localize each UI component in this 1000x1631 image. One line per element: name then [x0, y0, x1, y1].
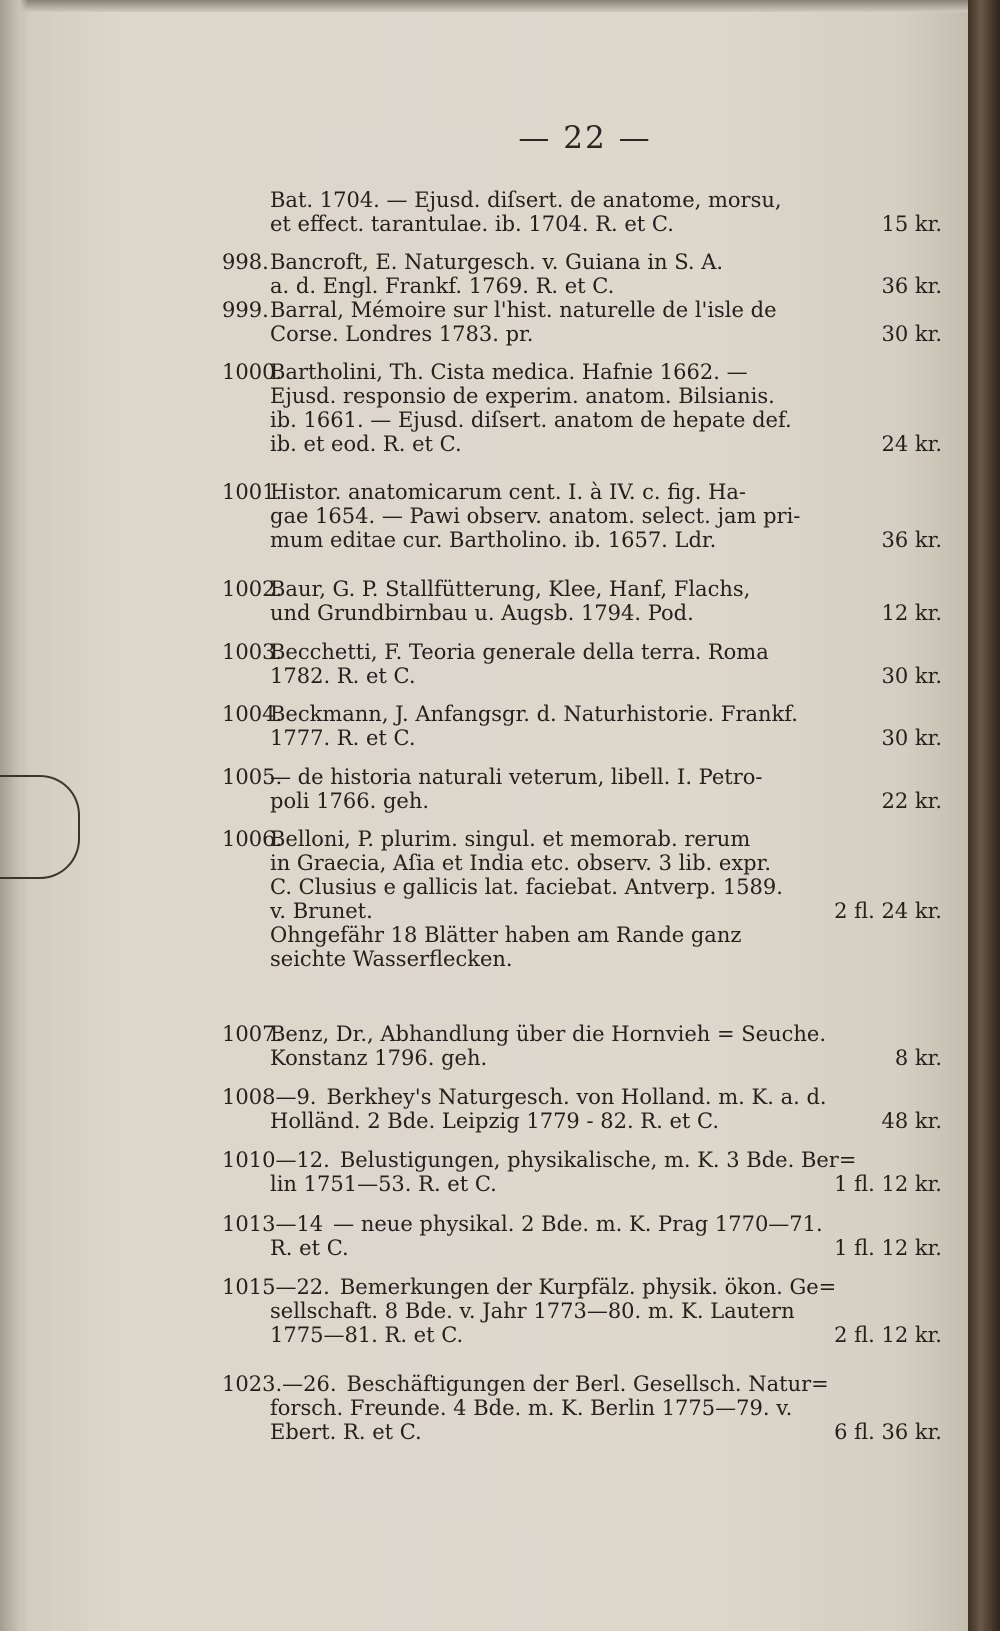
- entry-text: 1782. R. et C.: [270, 664, 416, 688]
- entry-line: [222, 322, 942, 346]
- entry-line: [222, 408, 942, 432]
- entry-number: 1013—14: [222, 1212, 324, 1236]
- entry-price: 22 kr.: [881, 789, 942, 813]
- catalog-entry: [222, 1275, 942, 1347]
- entry-line: [222, 1299, 942, 1323]
- entry-line: [222, 1172, 942, 1196]
- catalog-entry: [222, 1148, 942, 1196]
- entry-price: 24 kr.: [881, 432, 942, 456]
- entry-line: [222, 577, 942, 601]
- entry-line: [222, 1396, 942, 1420]
- entry-price: 1 fl. 12 kr.: [834, 1236, 942, 1260]
- entry-price: 30 kr.: [881, 726, 942, 750]
- entry-line: [222, 875, 942, 899]
- entry-text: v. Brunet.: [270, 899, 373, 923]
- entry-number: 1004.: [222, 702, 283, 726]
- entry-text: forsch. Freunde. 4 Bde. m. K. Berlin 1775—79. v.: [270, 1396, 793, 1420]
- entry-line: [222, 1275, 942, 1299]
- entry-text: Belloni, P. plurim. singul. et memorab. rerum: [270, 827, 751, 851]
- catalog-entry: [222, 360, 942, 456]
- entry-line: [222, 726, 942, 750]
- book-spine: [968, 0, 1000, 1631]
- entry-text: Ebert. R. et C.: [270, 1420, 422, 1444]
- catalog-entry: [222, 577, 942, 625]
- entry-text: und Grundbirnbau u. Augsb. 1794. Pod.: [270, 601, 694, 625]
- entry-number: 1000.: [222, 360, 283, 384]
- entry-text: Ejusd. responsio de experim. anatom. Bilsianis.: [270, 384, 775, 408]
- entry-text: Becchetti, F. Teoria generale della terra. Roma: [270, 640, 769, 664]
- entry-line: [222, 212, 942, 236]
- entry-text: Berkhey's Naturgesch. von Holland. m. K. a. d.: [326, 1085, 827, 1109]
- entry-line: [222, 274, 942, 298]
- entry-text: 1775—81. R. et C.: [270, 1323, 464, 1347]
- entry-number: 1001.: [222, 480, 283, 504]
- entry-text: — neue physikal. 2 Bde. m. K. Prag 1770—71.: [333, 1212, 823, 1236]
- entry-text: 1777. R. et C.: [270, 726, 416, 750]
- entry-price: 30 kr.: [881, 322, 942, 346]
- catalog-entry: [222, 702, 942, 750]
- entry-text: Bartholini, Th. Cista medica. Hafnie 1662. —: [270, 360, 748, 384]
- entry-line: [222, 1085, 942, 1109]
- entry-line: [222, 1323, 942, 1347]
- entry-text: poli 1766. geh.: [270, 789, 430, 813]
- entry-number: 1005.: [222, 765, 283, 789]
- entry-number: 998.: [222, 250, 269, 274]
- entry-line: [222, 1022, 942, 1046]
- page-margin-bracket-mark: [0, 775, 80, 879]
- entry-line: [222, 601, 942, 625]
- entry-text: Histor. anatomicarum cent. I. à IV. c. fig. Ha-: [270, 480, 747, 504]
- entry-line: [222, 923, 942, 947]
- entry-price: 36 kr.: [881, 274, 942, 298]
- entry-text: — de historia naturali veterum, libell. I. Petro-: [270, 765, 763, 789]
- catalog-entry: [222, 640, 942, 688]
- entry-line: [222, 504, 942, 528]
- entry-line: [222, 702, 942, 726]
- entry-line: [222, 640, 942, 664]
- entry-line: [222, 899, 942, 923]
- catalog-entry: [222, 188, 942, 236]
- entry-line: [222, 250, 942, 274]
- entry-line: [222, 664, 942, 688]
- entry-text: Beschäftigungen der Berl. Gesellsch. Natur=: [346, 1372, 829, 1396]
- catalog-entry: [222, 1022, 942, 1070]
- entry-line: [222, 188, 942, 212]
- entry-text: Belustigungen, physikalische, m. K. 3 Bde. Ber=: [339, 1148, 857, 1172]
- entry-line: [222, 851, 942, 875]
- entry-price: 8 kr.: [894, 1046, 942, 1070]
- entry-line: [222, 528, 942, 552]
- entry-text: a. d. Engl. Frankf. 1769. R. et C.: [270, 274, 615, 298]
- entry-number: 1003.: [222, 640, 283, 664]
- entry-text: Baur, G. P. Stallfütterung, Klee, Hanf, Flachs,: [270, 577, 751, 601]
- entry-line: [222, 432, 942, 456]
- catalog-entry: [222, 250, 942, 298]
- entry-number: 1007.: [222, 1022, 283, 1046]
- catalog-entry: [222, 827, 942, 971]
- entry-price: 2 fl. 12 kr.: [834, 1323, 942, 1347]
- entry-text: in Graecia, Aſia et India etc. observ. 3 lib. expr.: [270, 851, 772, 875]
- entry-number: 1015—22.: [222, 1275, 330, 1299]
- entry-line: [222, 827, 942, 851]
- entry-text: lin 1751—53. R. et C.: [270, 1172, 497, 1196]
- page-top-edge: [0, 0, 968, 12]
- catalog-entry: [222, 1212, 942, 1260]
- entry-price: 12 kr.: [881, 601, 942, 625]
- entry-number: 1023.—26.: [222, 1372, 337, 1396]
- entry-text: seichte Wasserflecken.: [270, 947, 513, 971]
- entry-line: [222, 789, 942, 813]
- entry-text: gae 1654. — Pawi observ. anatom. select. jam pri-: [270, 504, 801, 528]
- entry-number: 999.: [222, 298, 269, 322]
- entry-text: Beckmann, J. Anfangsgr. d. Naturhistorie. Frankf.: [270, 702, 798, 726]
- entry-line: [222, 384, 942, 408]
- entry-price: 36 kr.: [881, 528, 942, 552]
- entry-price: 15 kr.: [881, 212, 942, 236]
- entry-text: C. Clusius e gallicis lat. faciebat. Antverp. 1589.: [270, 875, 783, 899]
- entry-text: ib. et eod. R. et C.: [270, 432, 462, 456]
- entry-price: 1 fl. 12 kr.: [834, 1172, 942, 1196]
- entry-line: [222, 1212, 942, 1236]
- entry-line: [222, 1109, 942, 1133]
- entry-line: [222, 480, 942, 504]
- catalog-entry: [222, 1372, 942, 1444]
- entry-text: sellschaft. 8 Bde. v. Jahr 1773—80. m. K. Lautern: [270, 1299, 795, 1323]
- entry-line: [222, 1046, 942, 1070]
- entry-text: Bat. 1704. — Ejusd. diſsert. de anatome, morsu,: [270, 188, 782, 212]
- entry-price: 2 fl. 24 kr.: [834, 899, 942, 923]
- entry-text: Benz, Dr., Abhandlung über die Hornvieh = Seuche.: [270, 1022, 826, 1046]
- entry-text: Ohngefähr 18 Blätter haben am Rande ganz: [270, 923, 742, 947]
- entry-line: [222, 298, 942, 322]
- entry-line: [222, 1372, 942, 1396]
- entry-line: [222, 1236, 942, 1260]
- entry-text: et effect. tarantulae. ib. 1704. R. et C.: [270, 212, 674, 236]
- catalog-entry: [222, 480, 942, 552]
- page-number: — 22 —: [518, 120, 652, 156]
- entry-line: [222, 360, 942, 384]
- entry-text: Corse. Londres 1783. pr.: [270, 322, 534, 346]
- entry-line: [222, 1148, 942, 1172]
- entry-price: 6 fl. 36 kr.: [834, 1420, 942, 1444]
- entry-number: 1010—12.: [222, 1148, 330, 1172]
- entry-text: mum editae cur. Bartholino. ib. 1657. Ldr.: [270, 528, 717, 552]
- entry-text: R. et C.: [270, 1236, 349, 1260]
- entry-price: 48 kr.: [881, 1109, 942, 1133]
- entry-text: Holländ. 2 Bde. Leipzig 1779 - 82. R. et C.: [270, 1109, 720, 1133]
- entry-line: [222, 947, 942, 971]
- entry-price: 30 kr.: [881, 664, 942, 688]
- entry-number: 1008—9.: [222, 1085, 317, 1109]
- entry-text: ib. 1661. — Ejusd. diſsert. anatom de hepate def.: [270, 408, 792, 432]
- catalog-entry: [222, 1085, 942, 1133]
- catalog-entry: [222, 298, 942, 346]
- entry-number: 1006.: [222, 827, 283, 851]
- entry-text: Bemerkungen der Kurpfälz. physik. ökon. Ge=: [339, 1275, 837, 1299]
- entry-text: Bancroft, E. Naturgesch. v. Guiana in S. A.: [270, 250, 724, 274]
- entry-text: Konstanz 1796. geh.: [270, 1046, 488, 1070]
- entry-line: [222, 1420, 942, 1444]
- entry-number: 1002.: [222, 577, 283, 601]
- entry-line: [222, 765, 942, 789]
- catalog-entry: [222, 765, 942, 813]
- entry-text: Barral, Mémoire sur l'hist. naturelle de l'isle de: [270, 298, 777, 322]
